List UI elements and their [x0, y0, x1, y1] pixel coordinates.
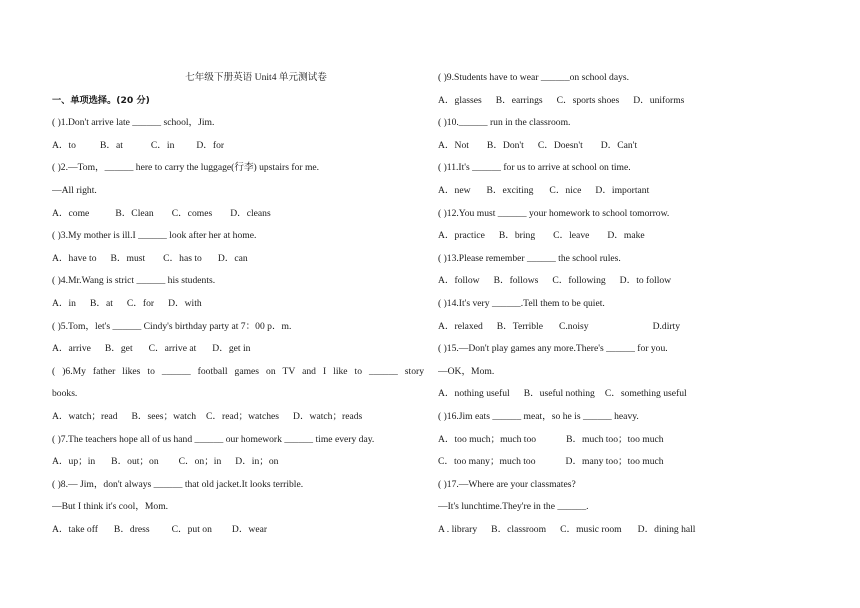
- answer-option: A．nothing useful: [438, 388, 510, 400]
- question-stem: ( )4.Mr.Wang is strict ______ his students.: [52, 275, 216, 287]
- answer-option: B．classroom: [491, 523, 547, 535]
- answer-option: D．with: [168, 297, 202, 309]
- answer-option: A . library: [438, 523, 478, 535]
- answer-option: B．bring: [498, 230, 536, 242]
- answer-option: D．Can't: [600, 139, 638, 151]
- answer-option: B．Terrible: [496, 320, 543, 332]
- answer-option: A．watch；read: [52, 410, 118, 422]
- right-questions: [438, 67, 818, 541]
- answer-option: C．arrive at: [148, 343, 197, 355]
- answer-option: D．watch；reads: [293, 410, 363, 422]
- left-questions: [52, 112, 424, 541]
- answer-options: [52, 451, 424, 474]
- answer-option: A．in: [52, 297, 76, 309]
- question-stem: ( )16.Jim eats ______ meat，so he is ______ heavy.: [438, 410, 639, 422]
- answer-option: A．too much；much too: [438, 433, 537, 445]
- answer-option: C．read；watches: [206, 410, 280, 422]
- answer-option: C．put on: [171, 523, 212, 535]
- answer-option: B．useful nothing: [523, 388, 595, 400]
- question-stem: ( )12.You must ______ your homework to school tomorrow.: [438, 207, 670, 219]
- answer-options: [438, 180, 818, 203]
- answer-option: D．for: [196, 139, 225, 151]
- answer-option: C．on；in: [178, 456, 222, 468]
- answer-option: C．something useful: [604, 388, 687, 400]
- answer-options: [52, 293, 424, 316]
- answer-option: D．dining hall: [637, 523, 696, 535]
- answer-option: C．music room: [560, 523, 622, 535]
- answer-option: C．for: [126, 297, 155, 309]
- answer-option: A．Not: [438, 139, 469, 151]
- question-text: —All right.: [52, 184, 97, 196]
- answer-option: C．nice: [549, 184, 582, 196]
- answer-option: A．to: [52, 139, 76, 151]
- answer-options: [52, 248, 424, 271]
- answer-option: B．sees；watch: [131, 410, 197, 422]
- answer-option: B．earrings: [495, 94, 543, 106]
- answer-option: C．has to: [163, 252, 202, 264]
- answer-option: C．too many；much too: [438, 456, 536, 468]
- answer-option: B．get: [104, 343, 133, 355]
- answer-options: [438, 270, 818, 293]
- question-stem: ( )14.It's very ______.Tell them to be quiet.: [438, 297, 605, 309]
- answer-options: [438, 519, 818, 542]
- answer-option: D．many too；too much: [565, 456, 664, 468]
- answer-option: B．follows: [493, 275, 539, 287]
- answer-option: D．get in: [212, 343, 251, 355]
- answer-option: A．relaxed: [438, 320, 483, 332]
- question-stem: ( )6.My father likes to ______ football games on TV and I like to ______ story: [52, 365, 424, 377]
- answer-option: C.noisy: [558, 320, 589, 332]
- answer-option: C．leave: [553, 230, 590, 242]
- answer-option: A．take off: [52, 523, 98, 535]
- answer-option: A．new: [438, 184, 471, 196]
- answer-option: D．in；on: [235, 456, 279, 468]
- question-stem: ( )10.______ run in the classroom.: [438, 117, 571, 129]
- answer-option: A．practice: [438, 230, 485, 242]
- left-column: [52, 67, 424, 541]
- question-text: —But I think it's cool，Mom.: [52, 501, 169, 513]
- answer-option: A．up；in: [52, 456, 96, 468]
- answer-option: D．can: [217, 252, 248, 264]
- answer-option: A．come: [52, 207, 90, 219]
- answer-option: B．exciting: [486, 184, 534, 196]
- answer-option: A．glasses: [438, 94, 482, 106]
- answer-option: A．arrive: [52, 343, 91, 355]
- answer-option: D．important: [595, 184, 650, 196]
- question-stem: ( )1.Don't arrive late ______ school，Jim.: [52, 117, 215, 129]
- answer-option: B．out；on: [111, 456, 159, 468]
- answer-option: B．dress: [113, 523, 150, 535]
- question-stem: ( )3.My mother is ill.I ______ look after her at home.: [52, 230, 257, 242]
- answer-option: B．Don't: [486, 139, 524, 151]
- answer-options: [438, 225, 818, 248]
- answer-option: C．following: [552, 275, 606, 287]
- question-text: books.: [52, 388, 78, 400]
- question-stem: ( )11.It's ______ for us to arrive at school on time.: [438, 162, 631, 174]
- answer-options: [52, 338, 424, 361]
- answer-options: [438, 383, 818, 406]
- question-stem: ( )9.Students have to wear ______on school days.: [438, 72, 630, 83]
- answer-option: B．much too；too much: [566, 433, 664, 445]
- question-stem: ( )7.The teachers hope all of us hand ______ our homework ______ time every day.: [52, 433, 375, 445]
- question-text: —It's lunchtime.They're in the ______.: [438, 501, 589, 513]
- question-stem: ( )2.—Tom，______ here to carry the luggage(行李) upstairs for me.: [52, 162, 320, 174]
- answer-option: D．uniforms: [633, 94, 685, 106]
- answer-option: D．to follow: [619, 275, 672, 287]
- answer-option: A．have to: [52, 252, 97, 264]
- question-stem: ( )17.—Where are your classmates?: [438, 478, 576, 490]
- answer-options: [52, 406, 424, 429]
- answer-option: C．Doesn't: [537, 139, 583, 151]
- answer-options: [52, 519, 424, 542]
- answer-options: [52, 203, 424, 226]
- answer-option: D．wear: [231, 523, 268, 535]
- answer-option: D．cleans: [230, 207, 271, 219]
- answer-option: B．at: [99, 139, 123, 151]
- answer-options: [438, 316, 818, 339]
- question-stem: ( )13.Please remember ______ the school rules.: [438, 252, 621, 264]
- answer-option: A．follow: [438, 275, 480, 287]
- answer-option: B．at: [89, 297, 113, 309]
- answer-option: D．make: [607, 230, 645, 242]
- question-stem: ( )5.Tom，let's ______ Cindy's birthday party at 7：00 p．m.: [52, 320, 292, 332]
- answer-option: C．comes: [171, 207, 213, 219]
- answer-options: [52, 135, 424, 158]
- question-stem: ( )8.— Jim，don't always ______ that old jacket.It looks terrible.: [52, 478, 304, 490]
- section-heading: 一、单项选择。(20 分): [52, 94, 150, 106]
- answer-options: [438, 90, 818, 113]
- page-title: 七年级下册英语 Unit4 单元测试卷: [185, 72, 327, 83]
- answer-option: D.dirty: [652, 320, 681, 332]
- question-stem: ( )15.—Don't play games any more.There's ______ for you.: [438, 343, 668, 355]
- answer-options: [438, 135, 818, 158]
- answer-option: B．Clean: [115, 207, 154, 219]
- answer-option: C．in: [150, 139, 175, 151]
- answer-options: [438, 429, 818, 452]
- right-column: [438, 67, 818, 541]
- question-text: —OK，Mom.: [438, 365, 495, 377]
- answer-options: [438, 451, 818, 474]
- answer-option: C．sports shoes: [556, 94, 620, 106]
- answer-option: B．must: [110, 252, 146, 264]
